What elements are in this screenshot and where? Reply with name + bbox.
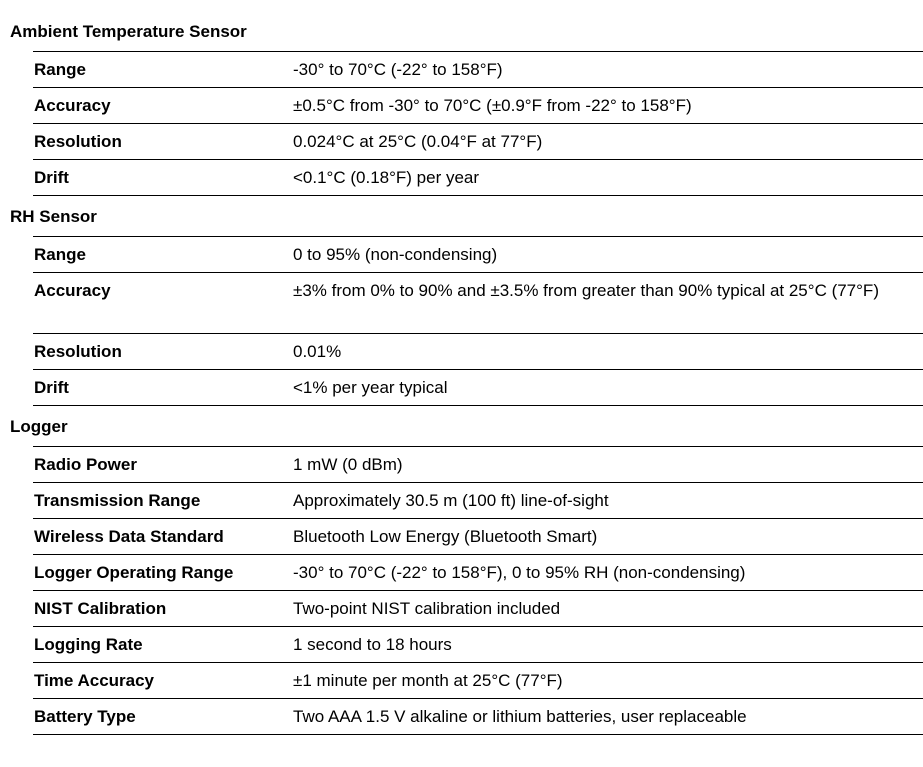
spec-value: -30° to 70°C (-22° to 158°F) (293, 60, 503, 79)
spec-label: NIST Calibration (34, 599, 167, 618)
spec-table (0, 14, 923, 735)
spec-rows (33, 236, 923, 406)
spec-row (33, 483, 923, 519)
spec-row (33, 237, 923, 273)
spec-value: 1 mW (0 dBm) (293, 455, 403, 474)
spec-label: Resolution (34, 342, 122, 361)
spec-label: Drift (34, 168, 69, 187)
spec-label: Drift (34, 378, 69, 397)
spec-value: ±1 minute per month at 25°C (77°F) (293, 671, 563, 690)
spec-row (33, 555, 923, 591)
spec-value: Approximately 30.5 m (100 ft) line-of-sight (293, 491, 609, 510)
spec-value: Two AAA 1.5 V alkaline or lithium batteries, user replaceable (293, 707, 747, 726)
section-rh-sensor (0, 199, 923, 406)
spec-row (33, 334, 923, 370)
spec-label: Logging Rate (34, 635, 143, 654)
spec-row (33, 124, 923, 160)
spec-label: Radio Power (34, 455, 137, 474)
spec-value: Bluetooth Low Energy (Bluetooth Smart) (293, 527, 598, 546)
spec-row (33, 273, 923, 334)
spec-label: Range (34, 60, 86, 79)
spec-rows (33, 51, 923, 196)
spec-value: Two-point NIST calibration included (293, 599, 561, 618)
spec-value: 0.01% (293, 342, 342, 361)
section-title: Ambient Temperature Sensor (10, 22, 247, 41)
spec-label: Range (34, 245, 86, 264)
spec-value: 0.024°C at 25°C (0.04°F at 77°F) (293, 132, 543, 151)
spec-row (33, 591, 923, 627)
section-logger (0, 409, 923, 735)
spec-row (33, 663, 923, 699)
spec-label: Accuracy (34, 281, 111, 300)
spec-row (33, 699, 923, 735)
spec-label: Logger Operating Range (34, 563, 234, 582)
spec-value: -30° to 70°C (-22° to 158°F), 0 to 95% RH (non-condensing) (293, 563, 746, 582)
spec-row (33, 370, 923, 406)
spec-row (33, 52, 923, 88)
spec-label: Resolution (34, 132, 122, 151)
spec-label: Time Accuracy (34, 671, 155, 690)
spec-value: ±0.5°C from -30° to 70°C (±0.9°F from -22° to 158°F) (293, 96, 692, 115)
spec-row (33, 519, 923, 555)
spec-value: 1 second to 18 hours (293, 635, 452, 654)
spec-rows (33, 446, 923, 735)
section-ambient-temperature-sensor (0, 14, 923, 196)
spec-value: 0 to 95% (non-condensing) (293, 245, 498, 264)
spec-value: <0.1°C (0.18°F) per year (293, 168, 480, 187)
spec-label: Wireless Data Standard (34, 527, 224, 546)
spec-row (33, 627, 923, 663)
spec-row (33, 160, 923, 196)
spec-row (33, 88, 923, 124)
spec-row (33, 447, 923, 483)
spec-value: <1% per year typical (293, 378, 448, 397)
spec-label: Battery Type (34, 707, 136, 726)
section-title: Logger (10, 417, 68, 436)
section-title: RH Sensor (10, 207, 97, 226)
spec-value: ±3% from 0% to 90% and ±3.5% from greater than 90% typical at 25°C (77°F) (293, 281, 879, 300)
spec-label: Accuracy (34, 96, 111, 115)
spec-label: Transmission Range (34, 491, 201, 510)
